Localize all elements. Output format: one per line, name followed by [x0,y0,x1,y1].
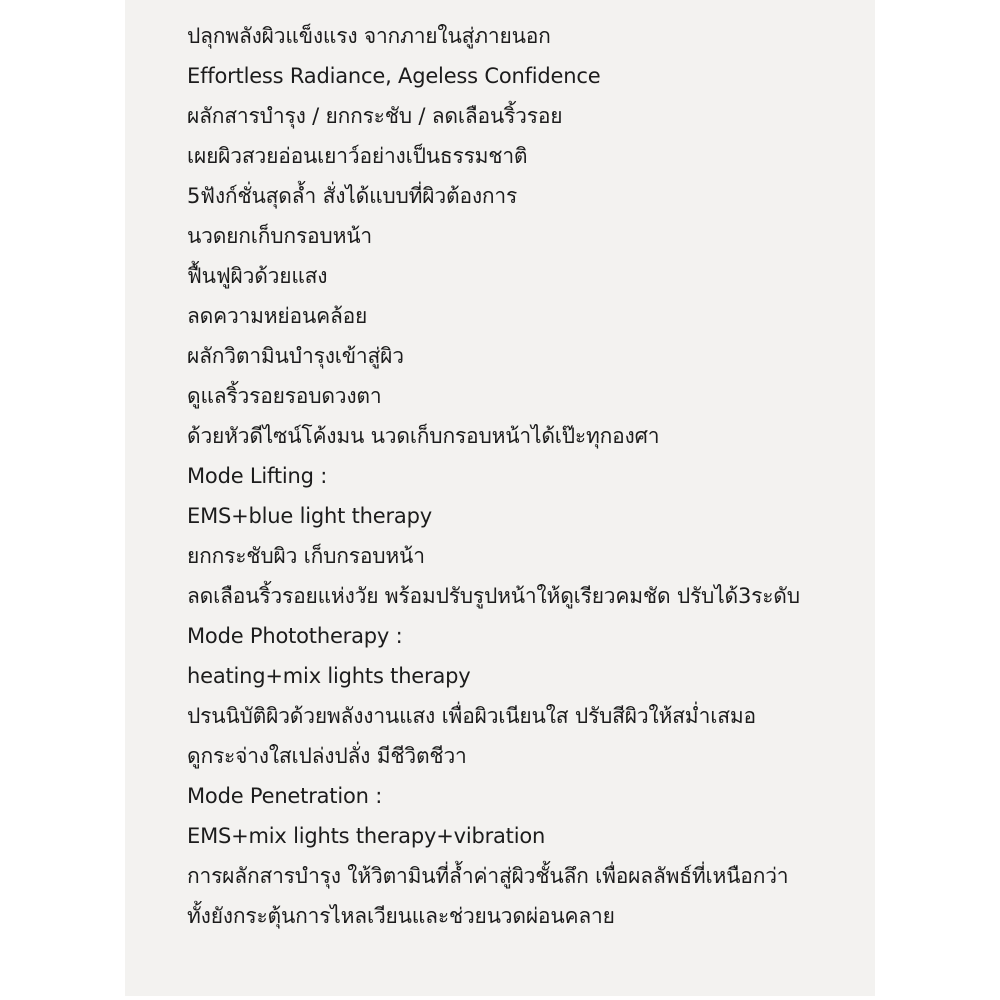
text-line: ผลักวิตามินบำรุงเข้าสู่ผิว [187,344,404,368]
text-line: ดูแลริ้วรอยรอบดวงตา [187,384,382,408]
mode-heading: Mode Phototherapy : [187,624,403,648]
text-line: EMS+blue light therapy [187,504,432,528]
product-description [187,16,867,936]
text-line: EMS+mix lights therapy+vibration [187,824,546,848]
text-line: ผลักสารบำรุง / ยกกระชับ / ลดเลือนริ้วรอย [187,104,563,128]
text-line: ดูกระจ่างใสเปล่งปลั่ง มีชีวิตชีวา [187,744,467,768]
mode-heading: Mode Penetration : [187,784,383,808]
text-line: นวดยกเก็บกรอบหน้า [187,224,372,248]
text-line: 5ฟังก์ชั่นสุดล้ำ สั่งได้แบบที่ผิวต้องการ [187,184,518,208]
text-line: ด้วยหัวดีไซน์โค้งมน นวดเก็บกรอบหน้าได้เป๊ะทุกองศา [187,424,660,448]
text-line: การผลักสารบำรุง ให้วิตามินที่ล้ำค่าสู่ผิวชั้นลึก เพื่อผลลัพธ์ที่เหนือกว่า [187,864,789,888]
mode-heading: Mode Lifting : [187,464,328,488]
text-line: ทั้งยังกระตุ้นการไหลเวียนและช่วยนวดผ่อนคลาย [187,904,615,928]
text-line: ลดความหย่อนคล้อย [187,304,368,328]
text-line: ยกกระชับผิว เก็บกรอบหน้า [187,544,425,568]
text-line: Effortless Radiance, Ageless Confidence [187,64,601,88]
text-line: ปรนนิบัติผิวด้วยพลังงานแสง เพื่อผิวเนียนใส ปรับสีผิวให้สม่ำเสมอ [187,704,756,728]
text-line: ลดเลือนริ้วรอยแห่งวัย พร้อมปรับรูปหน้าให้ดูเรียวคมชัด ปรับได้3ระดับ [187,584,800,608]
text-line: เผยผิวสวยอ่อนเยาว์อย่างเป็นธรรมชาติ [187,144,528,168]
text-line: ปลุกพลังผิวแข็งแรง จากภายในสู่ภายนอก [187,24,551,48]
text-line: heating+mix lights therapy [187,664,471,688]
text-line: ฟื้นฟูผิวด้วยแสง [187,264,328,288]
